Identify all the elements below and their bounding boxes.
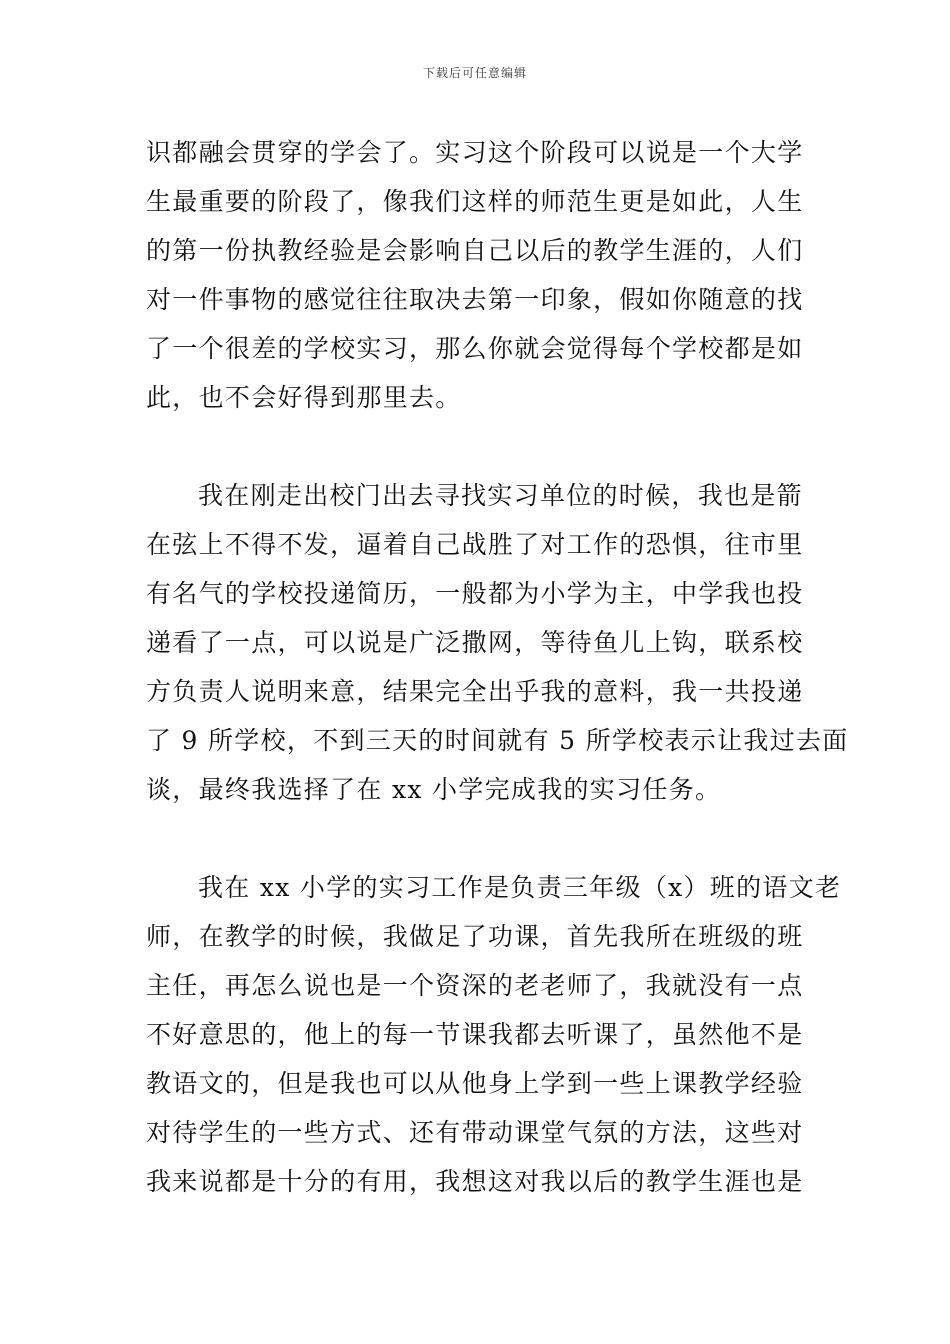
text-line: 师，在教学的时候，我做足了功课，首先我所在班级的班 <box>146 922 804 951</box>
text-line: 对待学生的一些方式、还有带动课堂气氛的方法，这些对 <box>146 1118 804 1147</box>
text-line: 在弦上不得不发，逼着自己战胜了对工作的恐惧，往市里 <box>146 530 804 559</box>
text-line: 了 9 所学校，不到三天的时间就有 5 所学校表示让我过去面 <box>146 726 849 755</box>
text-line: 的第一份执教经验是会影响自己以后的教学生涯的，人们 <box>146 236 804 265</box>
text-line: 识都融会贯穿的学会了。实习这个阶段可以说是一个大学 <box>146 138 804 167</box>
text-line: 此，也不会好得到那里去。 <box>146 383 462 412</box>
text-line: 递看了一点，可以说是广泛撒网，等待鱼儿上钩，联系校 <box>146 628 804 657</box>
text-line: 方负责人说明来意，结果完全出乎我的意料，我一共投递 <box>146 677 804 706</box>
text-line-indented: 我在刚走出校门出去寻找实习单位的时候，我也是箭 <box>198 481 803 510</box>
text-line: 不好意思的，他上的每一节课我都去听课了，虽然他不是 <box>146 1020 804 1049</box>
page-header: 下载后可任意编辑 <box>422 66 527 80</box>
text-line: 了一个很差的学校实习，那么你就会觉得每个学校都是如 <box>146 334 804 363</box>
document-body <box>146 128 849 1206</box>
paragraph-1 <box>146 128 808 422</box>
text-line: 我来说都是十分的有用，我想这对我以后的教学生涯也是 <box>146 1167 804 1196</box>
text-line: 有名气的学校投递简历，一般都为小学为主，中学我也投 <box>146 579 804 608</box>
paragraph-gap <box>146 422 808 471</box>
text-line: 对一件事物的感觉往往取决去第一印象，假如你随意的找 <box>146 285 804 314</box>
text-line: 生最重要的阶段了，像我们这样的师范生更是如此，人生 <box>146 187 804 216</box>
paragraph-2 <box>146 471 849 814</box>
text-line: 教语文的，但是我也可以从他身上学到一些上课教学经验 <box>146 1069 804 1098</box>
text-line: 谈，最终我选择了在 xx 小学完成我的实习任务。 <box>146 775 722 804</box>
text-line: 主任，再怎么说也是一个资深的老老师了，我就没有一点 <box>146 971 804 1000</box>
paragraph-3 <box>146 863 842 1206</box>
paragraph-gap <box>146 814 808 863</box>
text-line-indented: 我在 xx 小学的实习工作是负责三年级（x）班的语文老 <box>198 873 842 902</box>
